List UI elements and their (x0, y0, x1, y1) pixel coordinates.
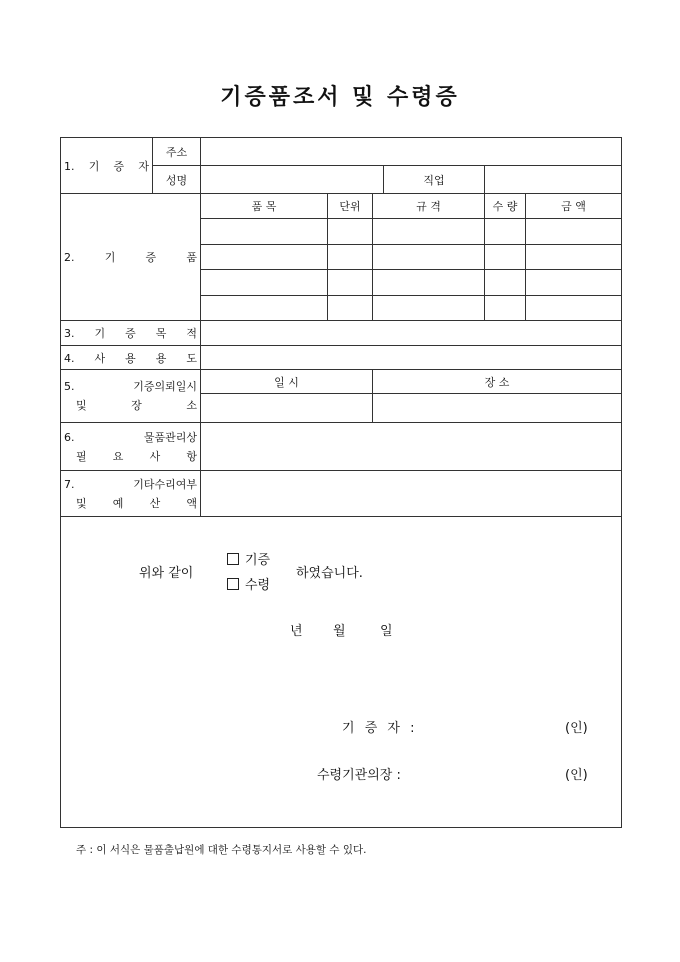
item-spec-cell[interactable] (373, 296, 485, 321)
commission-label-line2: 및 장 소 (76, 399, 197, 412)
item-amount-cell[interactable] (526, 219, 622, 245)
statement-area (61, 517, 622, 828)
repair-label (61, 471, 201, 517)
commission-label-line1: 5. 기증의뢰일시 (64, 380, 197, 393)
item-spec-cell[interactable] (373, 245, 485, 270)
item-name-cell[interactable] (201, 219, 328, 245)
items-header: 수 량 (485, 194, 526, 219)
item-qty-cell[interactable] (485, 219, 526, 245)
name-field[interactable] (201, 166, 384, 194)
management-label (61, 423, 201, 471)
address-field[interactable] (201, 138, 622, 166)
donor-signature-label: 기 증 자 : (342, 721, 418, 736)
purpose-field[interactable] (201, 321, 622, 346)
repair-label-line1: 7. 기타수리여부 (64, 477, 197, 491)
statement-suffix: 하였습니다. (296, 566, 363, 581)
year-label: 년 (290, 624, 303, 639)
donor-label: 1. 기 증 자 (61, 138, 153, 194)
option-receive-label: 수령 (245, 578, 271, 593)
date-header: 일 시 (201, 370, 373, 394)
option-donate-label: 기증 (245, 553, 271, 568)
usage-field[interactable] (201, 346, 622, 370)
donor-seal: (인) (565, 721, 588, 736)
item-qty-cell[interactable] (485, 245, 526, 270)
job-field[interactable] (485, 166, 622, 194)
statement-prefix: 위와 같이 (139, 566, 194, 581)
items-header: 규 격 (373, 194, 485, 219)
place-header: 장 소 (373, 370, 622, 394)
option-receive[interactable] (227, 574, 270, 593)
place-field[interactable] (373, 394, 622, 423)
form-table (60, 137, 622, 828)
month-label: 월 (333, 624, 346, 639)
item-unit-cell[interactable] (328, 270, 373, 296)
items-label: 2. 기 증 품 (61, 194, 201, 321)
item-spec-cell[interactable] (373, 219, 485, 245)
items-header: 품 목 (201, 194, 328, 219)
repair-field[interactable] (201, 471, 622, 517)
management-label-line2: 필 요 사 항 (76, 449, 197, 463)
item-amount-cell[interactable] (526, 296, 622, 321)
item-unit-cell[interactable] (328, 245, 373, 270)
management-field[interactable] (201, 423, 622, 471)
receiver-signature-label: 수령기관의장 : (317, 768, 401, 783)
item-qty-cell[interactable] (485, 270, 526, 296)
receiver-seal: (인) (565, 768, 588, 783)
item-amount-cell[interactable] (526, 245, 622, 270)
items-header: 단위 (328, 194, 373, 219)
day-label: 일 (380, 624, 393, 639)
management-label-line1: 6. 물품관리상 (64, 430, 197, 444)
donate-checkbox[interactable] (227, 553, 239, 565)
purpose-label: 3. 기 증 목 적 (61, 321, 201, 346)
option-donate[interactable] (227, 549, 270, 568)
item-name-cell[interactable] (201, 270, 328, 296)
item-amount-cell[interactable] (526, 270, 622, 296)
item-name-cell[interactable] (201, 296, 328, 321)
item-qty-cell[interactable] (485, 296, 526, 321)
item-spec-cell[interactable] (373, 270, 485, 296)
repair-label-line2: 및 예 산 액 (76, 496, 197, 510)
address-label: 주소 (153, 138, 201, 166)
name-label: 성명 (153, 166, 201, 194)
item-name-cell[interactable] (201, 245, 328, 270)
date-field[interactable] (201, 394, 373, 423)
footnote: 주 : 이 서식은 물품출납원에 대한 수령통지서로 사용할 수 있다. (76, 844, 367, 856)
items-header: 금 액 (526, 194, 622, 219)
receive-checkbox[interactable] (227, 578, 239, 590)
form-title: 기증품조서 및 수령증 (220, 84, 460, 110)
commission-label (61, 370, 201, 423)
item-unit-cell[interactable] (328, 219, 373, 245)
usage-label: 4. 사 용 용 도 (61, 346, 201, 370)
job-label: 직업 (384, 166, 485, 194)
item-unit-cell[interactable] (328, 296, 373, 321)
